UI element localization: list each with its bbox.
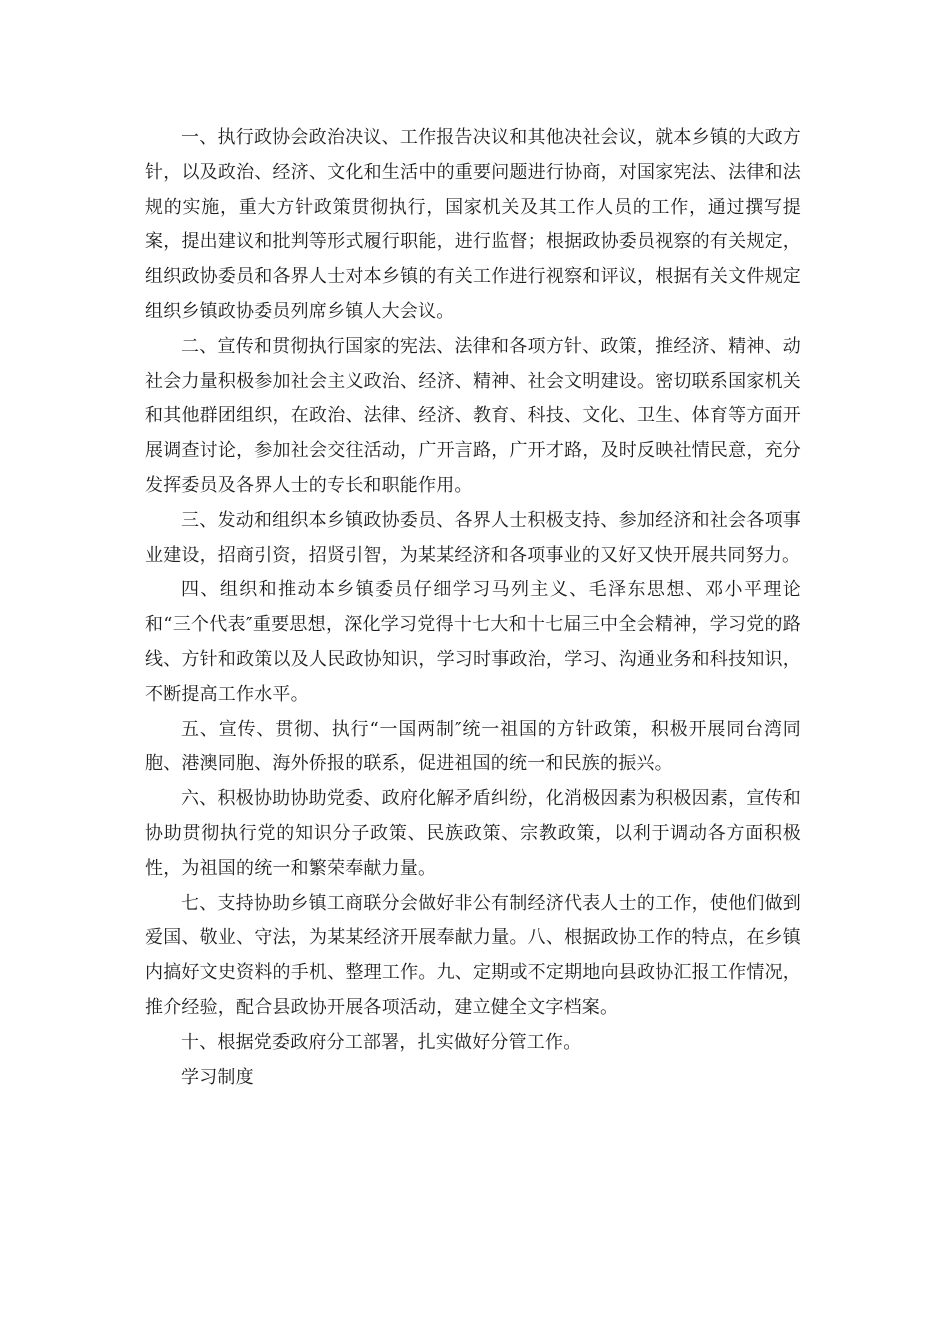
paragraph-7: 七、支持协助乡镇工商联分会做好非公有制经济代表人士的工作，使他们做到爱国、敬业、守法，为某某经济开展奉献力量。八、根据政协工作的特点，在乡镇内搞好文史资料的手机、整理工作。九、定期或不定期地向县政协汇报工作情况，推介经验，配合县政协开展各项活动，建立健全文字档案。 [145,892,801,1018]
paragraph-5: 五、宣传、贯彻、执行“一国两制″统一祖国的方针政策，积极开展同台湾同胞、港澳同胞、海外侨报的联系，促进祖国的统一和民族的振兴。 [145,718,801,775]
paragraph-3: 三、发动和组织本乡镇政协委员、各界人士积极支持、参加经济和社会各项事业建设，招商引资，招贤引智，为某某经济和各项事业的又好又快开展共同努力。 [145,509,801,566]
paragraph-8: 十、根据党委政府分工部署，扎实做好分管工作。 [181,1031,582,1053]
document-body [145,121,801,1095]
paragraph-6: 六、积极协助协助党委、政府化解矛盾纠纷，化消极因素为积极因素，宣传和协助贯彻执行党的知识分子政策、民族政策、宗教政策，以利于调动各方面积极性，为祖国的统一和繁荣奉献力量。 [145,788,801,879]
paragraph-2: 二、宣传和贯彻执行国家的宪法、法律和各项方针、政策，推经济、精神、动社会力量积极参加社会主义政治、经济、精神、社会文明建设。密切联系国家机关和其他群团组织，在政治、法律、经济、教育、科技、文化、卫生、体育等方面开展调查讨论，参加社会交往活动，广开言路，广开才路，及时反映社情民意，充分发挥委员及各界人士的专长和职能作用。 [145,335,801,496]
section-heading: 学习制度 [181,1066,254,1088]
paragraph-1: 一、执行政协会政治决议、工作报告决议和其他决社会议，就本乡镇的大政方针，以及政治、经济、文化和生活中的重要问题进行协商，对国家宪法、法律和法规的实施，重大方针政策贯彻执行，国家机关及其工作人员的工作，通过撰写提案，提出建议和批判等形式履行职能，进行监督；根据政协委员视察的有关规定，组织政协委员和各界人士对本乡镇的有关工作进行视察和评议，根据有关文件规定组织乡镇政协委员列席乡镇人大会议。 [145,127,801,322]
paragraph-4: 四、组织和推动本乡镇委员仔细学习马列主义、毛泽东思想、邓小平理论和“三个代表″重要思想，深化学习党得十七大和十七届三中全会精神，学习党的路线、方针和政策以及人民政协知识，学习时事政治，学习、沟通业务和科技知识，不断提高工作水平。 [145,579,801,705]
